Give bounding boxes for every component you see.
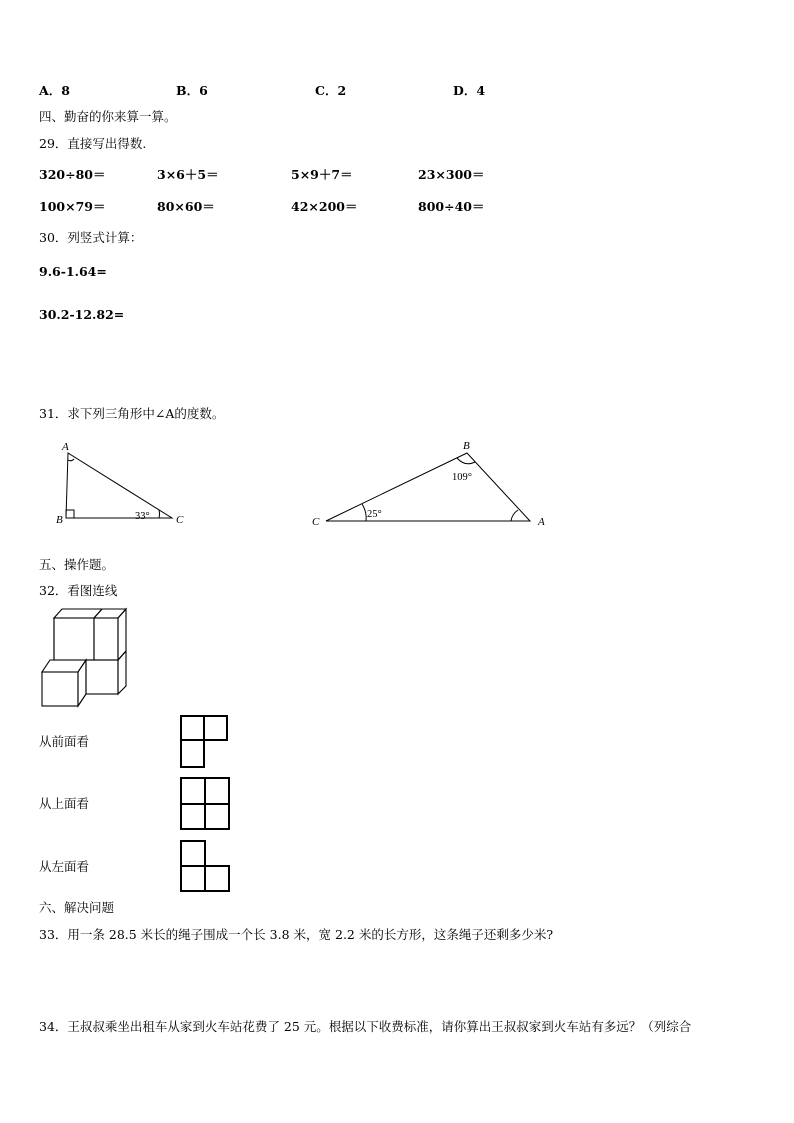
angle-c-arc	[159, 510, 160, 518]
q30-title: 30．列竖式计算：	[39, 230, 143, 245]
q29-item: 42×200＝	[291, 199, 358, 214]
angle-b-label: 109°	[452, 472, 472, 483]
q29-item: 100×79＝	[39, 199, 106, 214]
option-c: C．2	[315, 83, 347, 98]
vertex-c-label: C	[312, 516, 320, 528]
angle-c-label: 25°	[367, 509, 382, 520]
option-a: A．8	[39, 83, 70, 98]
view-label-left: 从左面看	[39, 859, 90, 874]
triangle-1-figure	[40, 435, 200, 531]
section-4-heading: 四、勤奋的你来算一算。	[39, 109, 177, 124]
q33-text: 33．用一条 28.5 米长的绳子围成一个长 3.8 米，宽 2.2 米的长方形，这条绳子还剩多少米?	[39, 927, 554, 942]
right-angle-mark	[66, 510, 74, 518]
section-5-heading: 五、操作题。	[39, 557, 115, 572]
triangle-2	[326, 453, 530, 521]
cube-front-face	[86, 660, 118, 694]
view-shape-3	[178, 838, 232, 896]
view-shape-2	[178, 775, 232, 833]
view-shape-1	[178, 713, 232, 771]
triangle-2-figure	[300, 435, 560, 531]
option-b: B．6	[176, 83, 208, 98]
q29-item: 80×60＝	[157, 199, 215, 214]
q32-title: 32．看图连线	[39, 583, 118, 598]
q29-item: 3×6＋5＝	[157, 167, 219, 182]
q29-item: 23×300＝	[418, 167, 485, 182]
q29-item: 800÷40＝	[418, 199, 485, 214]
cube-front-face	[42, 672, 78, 706]
section-6-heading: 六、解决问题	[39, 900, 115, 915]
vertex-a-label: A	[538, 516, 545, 528]
option-d: D．4	[453, 83, 486, 98]
cube-side-face	[118, 651, 126, 694]
q29-item: 320÷80＝	[39, 167, 106, 182]
angle-a-arc	[68, 459, 74, 461]
cube-top-face	[94, 609, 126, 618]
angle-a-arc	[511, 510, 518, 521]
vertex-a-label: A	[62, 441, 69, 453]
view-label-front: 从前面看	[39, 734, 90, 749]
q34-text: 34．王叔叔乘坐出租车从家到火车站花费了 25 元。根据以下收费标准，请你算出王叔叔家到火车站有多远？（列综合	[39, 1019, 692, 1034]
vertex-c-label: C	[176, 514, 184, 526]
cube-figure	[38, 606, 133, 709]
angle-c-arc	[362, 504, 366, 521]
vertex-b-label: B	[56, 514, 63, 526]
q29-item: 5×9＋7＝	[291, 167, 353, 182]
cube-front-face	[94, 618, 118, 660]
q29-title: 29．直接写出得数.	[39, 136, 147, 151]
cube-front-face	[54, 618, 94, 660]
vertex-b-label: B	[463, 440, 470, 452]
angle-c-label: 33°	[135, 511, 150, 522]
q30-item: 9.6-1.64=	[39, 264, 107, 279]
q31-title: 31．求下列三角形中∠A的度数。	[39, 406, 225, 421]
triangle-1	[66, 453, 172, 518]
view-label-top: 从上面看	[39, 796, 90, 811]
q30-item: 30.2-12.82=	[39, 307, 125, 322]
